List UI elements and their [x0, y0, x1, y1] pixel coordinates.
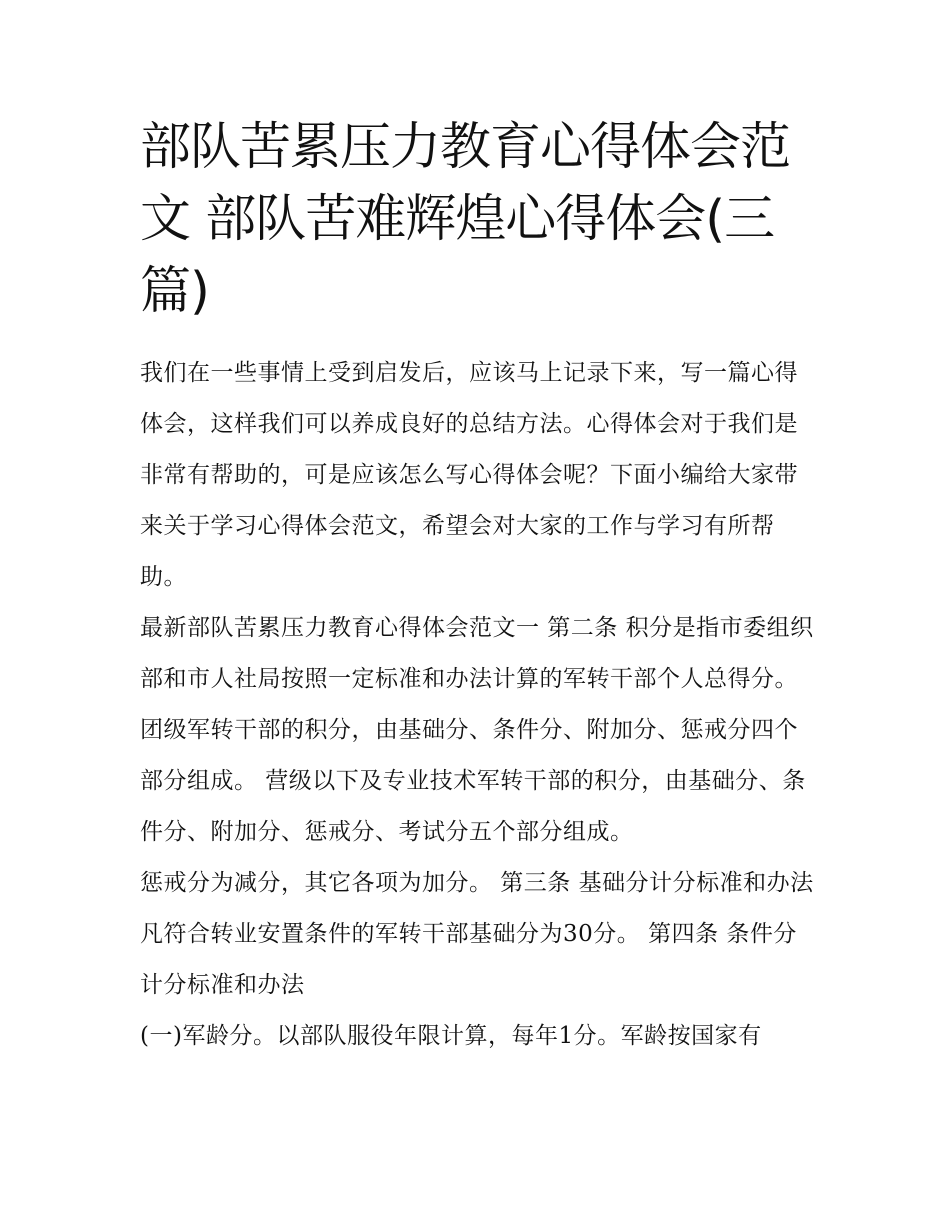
- paragraph-article-two: 最新部队苦累压力教育心得体会范文一 第二条 积分是指市委组织部和市人社局按照一定标准和办法计算的军转干部个人总得分。: [140, 615, 814, 692]
- paragraph-score-components: 团级军转干部的积分，由基础分、条件分、附加分、惩戒分四个部分组成。 营级以下及专业技术军转干部的积分，由基础分、条件分、附加分、惩戒分、考试分五个部分组成。: [140, 717, 806, 845]
- paragraph-military-age: (一)军龄分。以部队服役年限计算，每年1分。军龄按国家有: [140, 1023, 762, 1049]
- document-title: 部队苦累压力教育心得体会范文 部队苦难辉煌心得体会(三篇): [140, 118, 791, 321]
- paragraph-article-three: 惩戒分为减分，其它各项为加分。 第三条 基础分计分标准和办法 凡符合转业安置条件的军转干部基础分为30分。 第四条 条件分计分标准和办法: [140, 870, 814, 998]
- document-page: [140, 112, 816, 1062]
- paragraph-intro: 我们在一些事情上受到启发后，应该马上记录下来，写一篇心得体会，这样我们可以养成良好的总结方法。心得体会对于我们是非常有帮助的，可是应该怎么写心得体会呢？下面小编给大家带来关于学习心得体会范文，希望会对大家的工作与学习有所帮助。: [140, 360, 798, 590]
- document-body: [140, 348, 816, 1062]
